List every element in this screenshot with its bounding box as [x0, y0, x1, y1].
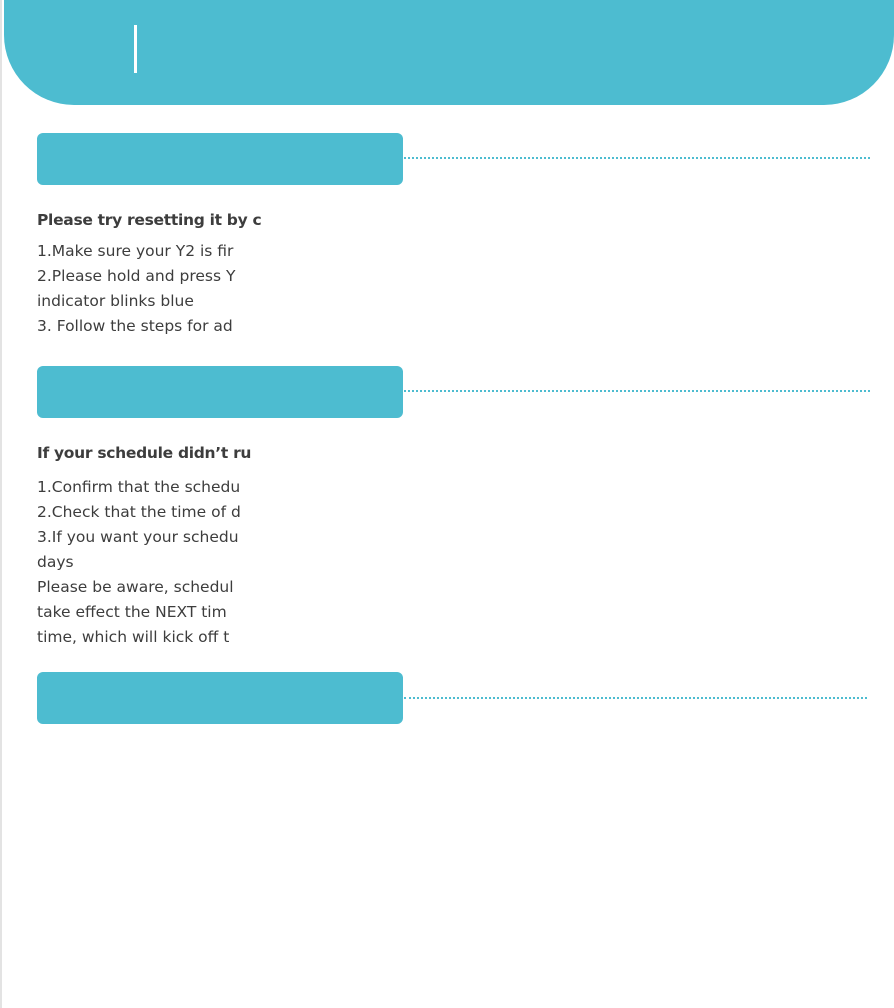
section-1-lead: Please try resetting it by c	[37, 211, 262, 229]
section-1-line-2: 2.Please hold and press Y	[37, 267, 236, 285]
section-1-line-4: 3. Follow the steps for ad	[37, 317, 233, 335]
page-left-edge	[0, 0, 2, 1008]
section-2-dotted-rule	[404, 390, 870, 392]
section-2-content	[37, 442, 277, 650]
section-1-line-3: indicator blinks blue	[37, 292, 194, 310]
section-2-line-5: Please be aware, schedul	[37, 578, 234, 596]
section-1-dotted-rule	[404, 157, 870, 159]
section-3-dotted-rule	[404, 697, 867, 699]
section-2-line-4: days	[37, 553, 74, 571]
section-2-line-7: time, which will kick off t	[37, 628, 230, 646]
section-1-line-1: 1.Make sure your Y2 is fir	[37, 242, 234, 260]
section-2-line-6: take effect the NEXT tim	[37, 603, 227, 621]
header-divider	[134, 25, 137, 73]
section-2-lead: If your schedule didn’t ru	[37, 444, 252, 462]
section-3-header-bar	[37, 672, 403, 724]
section-1-header-bar	[37, 133, 403, 185]
section-2-header-bar	[37, 366, 403, 418]
section-2-line-2: 2.Check that the time of d	[37, 503, 241, 521]
section-1-content	[37, 209, 277, 339]
section-2-line-3: 3.If you want your schedu	[37, 528, 239, 546]
header-banner	[4, 0, 894, 105]
section-2-line-1: 1.Confirm that the schedu	[37, 478, 241, 496]
